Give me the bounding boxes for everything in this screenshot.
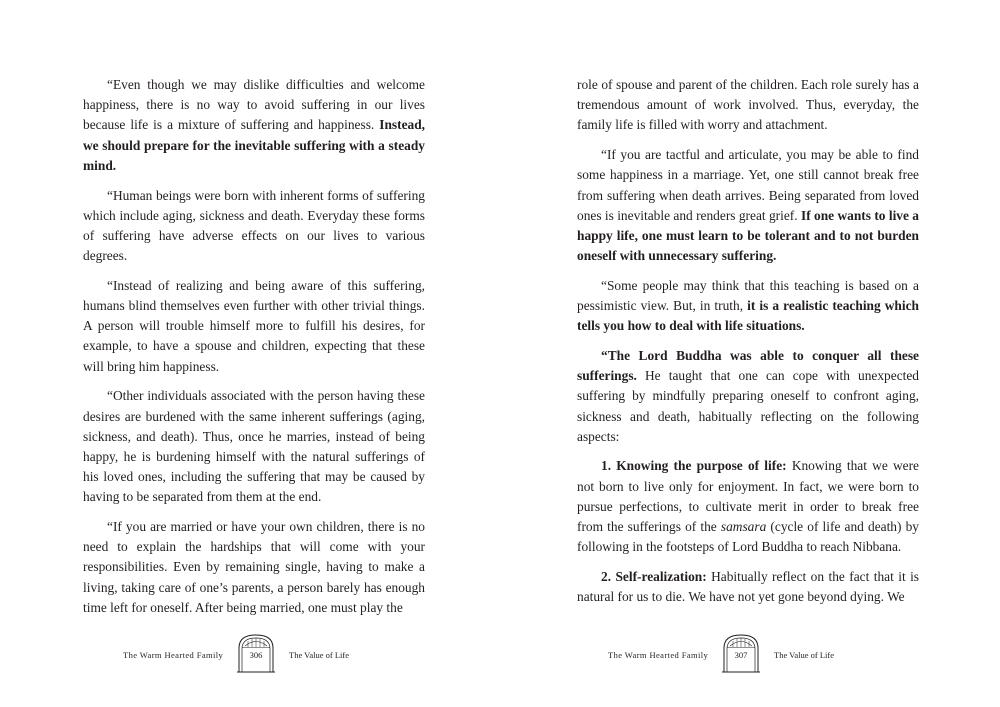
- left-page-footer: [0, 630, 500, 675]
- paragraph: [83, 276, 425, 377]
- paragraph: [83, 75, 425, 176]
- text-run: “If you are married or have your own children, there is no need to explain the hardships that will come with your responsibilities. Even by remaining single, having to make a living, taking care of one’s parents, a person barely has enough time left for oneself. After being married, one must play the: [83, 519, 425, 615]
- text-run: “Some people may think that this teaching is based on a pessimistic view. But, in truth,: [577, 277, 919, 314]
- right-page-body: [577, 75, 919, 617]
- running-chapter-title: The Value of Life: [289, 650, 350, 660]
- paragraph: [577, 276, 919, 337]
- running-book-title: The Warm Hearted Family: [123, 650, 224, 660]
- bold-text: 2. Self-realization:: [601, 568, 707, 584]
- text-run: (cycle of life and death) by following in the footsteps of Lord Buddha to reach Nibbana.: [577, 519, 919, 555]
- paragraph: [577, 346, 919, 447]
- italic-text: samsara: [720, 519, 767, 535]
- text-run: He taught that one can cope with unexpected suffering by mindfully preparing oneself to confront aging, sickness and death, habitually reflecting on the following aspects:: [577, 368, 919, 444]
- text-run: “Instead of realizing and being aware of this suffering, humans blind themselves even further with other trivial things. A person will trouble himself more to fulfill his desires, for example, to have a spouse and children, expecting that these will bring him happiness.: [83, 277, 425, 374]
- page-number: 306: [244, 650, 268, 660]
- bold-text: it is a realistic teaching which tells you how to deal with life situations.: [577, 298, 919, 334]
- paragraph: [577, 145, 919, 266]
- text-run: “Other individuals associated with the person having these desires are burdened with the same inherent sufferings (aging, sickness, and death). Thus, once he marries, instead of being happy, he is burdening himself with the natural sufferings of his loved ones, including the suffering that may be caused by having to be separated from them at the end.: [83, 388, 425, 505]
- running-book-title: The Warm Hearted Family: [608, 650, 709, 660]
- paragraph: [577, 456, 919, 557]
- bold-text: 1. Knowing the purpose of life:: [601, 458, 787, 474]
- running-chapter-title: The Value of Life: [774, 650, 835, 660]
- bold-text: If one wants to live a happy life, one must learn to be tolerant and to not burden oneself with unnecessary suffering.: [577, 207, 919, 264]
- left-page-body: [83, 75, 425, 628]
- bold-text: Instead, we should prepare for the inevitable suffering with a steady mind.: [83, 117, 425, 173]
- text-run: “Human beings were born with inherent forms of suffering which include aging, sickness and death. Everyday these forms of suffering have adverse effects on our lives to various degrees.: [83, 187, 425, 264]
- text-run: Habitually reflect on the fact that it is natural for us to die. We have not yet gone beyond dying. We: [577, 568, 920, 605]
- paragraph: [83, 517, 425, 618]
- right-page-footer: [500, 630, 1000, 675]
- text-run: Knowing that we were not born to live only for enjoyment. In fact, we were born to pursue perfections, to cultivate merit in order to break free from the sufferings of the: [577, 458, 919, 535]
- paragraph: [577, 567, 919, 607]
- arch-page-frame: [721, 633, 761, 673]
- text-run: “If you are tactful and articulate, you may be able to find some happiness in a marriage. Yet, one still cannot break free from suffering when death arrives. Being separated from loved ones is inevitable and renders great grief.: [577, 147, 919, 223]
- page-number: 307: [729, 650, 753, 660]
- right-page: [500, 0, 1000, 707]
- paragraph: [577, 75, 919, 136]
- text-run: role of spouse and parent of the children. Each role surely has a tremendous amount of work involved. Thus, everyday, the family life is filled with worry and attachment.: [577, 77, 919, 133]
- bold-text: “The Lord Buddha was able to conquer all these sufferings.: [577, 347, 919, 384]
- arch-page-frame: [236, 633, 276, 673]
- text-run: “Even though we may dislike difficulties and welcome happiness, there is no way to avoid suffering in our lives because life is a mixture of suffering and happiness.: [83, 77, 425, 133]
- paragraph: [83, 386, 425, 507]
- paragraph: [83, 186, 425, 267]
